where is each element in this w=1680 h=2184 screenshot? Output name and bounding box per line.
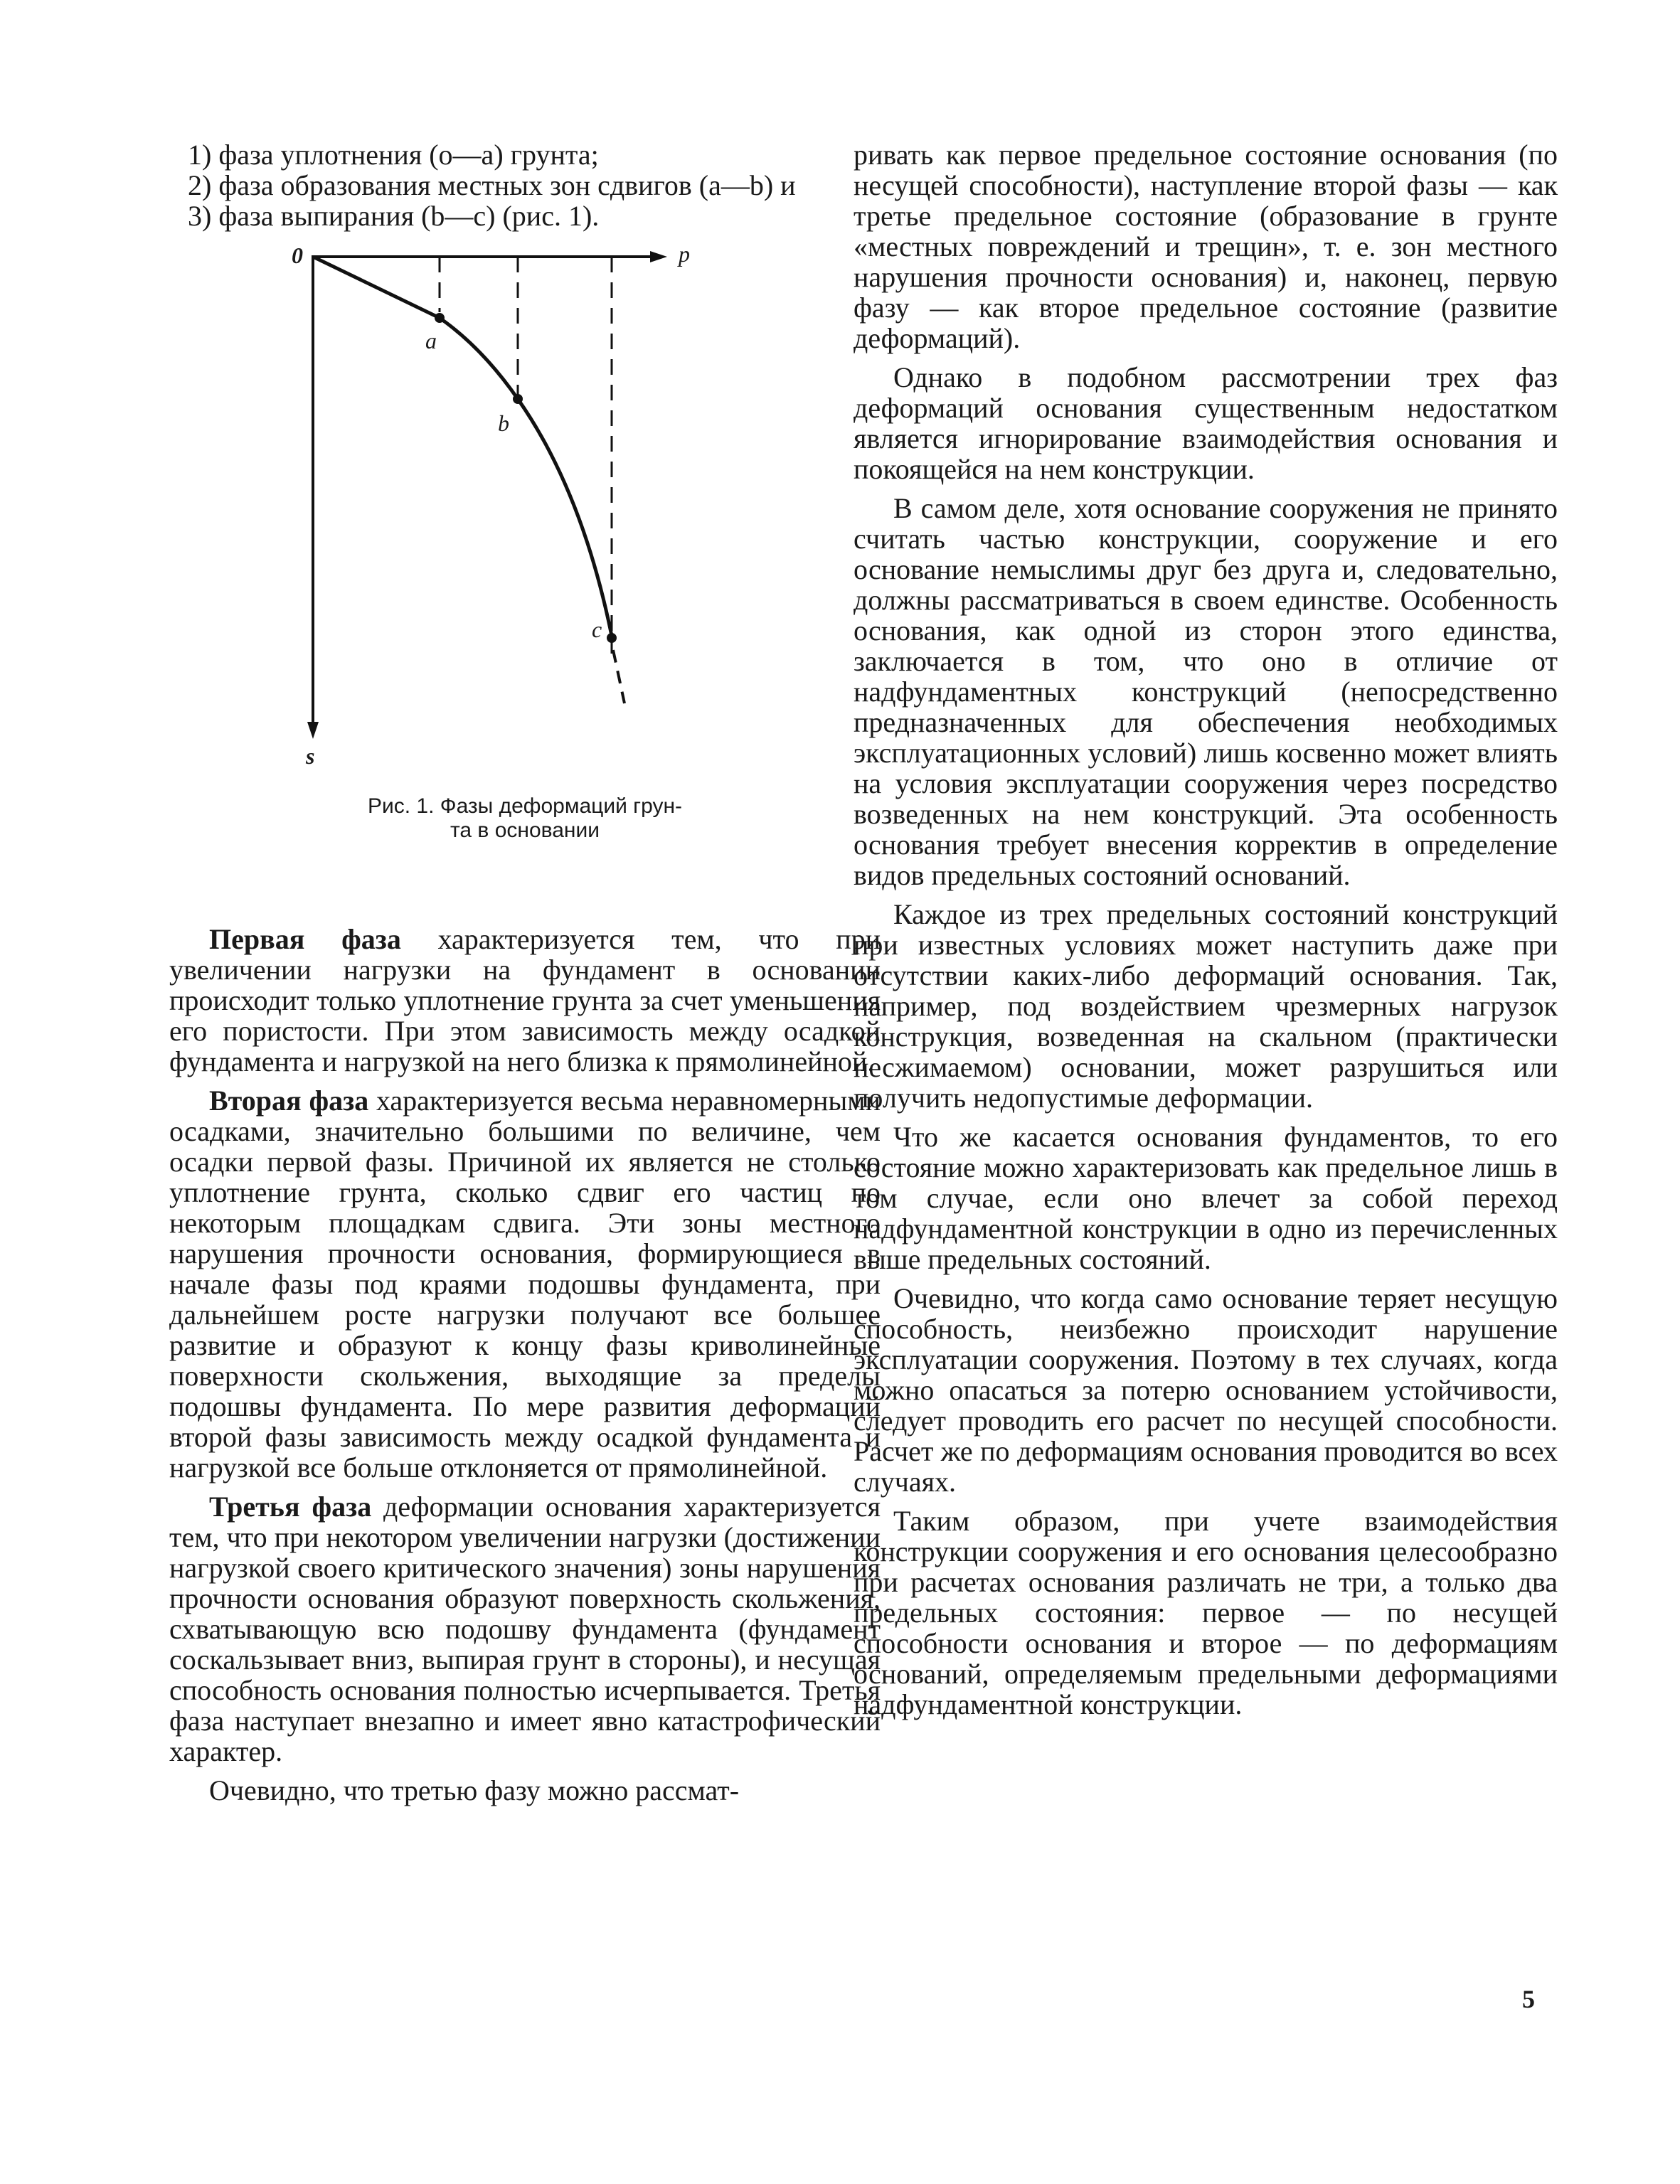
page-number: 5 [1522, 1985, 1535, 2013]
label-origin: 0 [292, 243, 303, 268]
label-b: b [498, 410, 509, 436]
label-c: c [592, 617, 602, 642]
term-third-phase: Третья фаза [209, 1491, 372, 1523]
paragraph-right: Однако в подобном рассмотрении трех фаз деформаций основания существенным недостатком является игнорирование взаимодействия основания и покоящейся на нем конструкции. [854, 361, 1558, 485]
figure-caption [169, 789, 881, 858]
point-c [607, 633, 617, 643]
left-column [169, 139, 881, 1806]
right-column [854, 139, 1558, 1720]
label-p-axis: p [679, 241, 690, 267]
phase-list-item: 1) фаза уплотнения (о—a) грунта; [188, 139, 599, 171]
label-a: a [425, 328, 437, 353]
paragraph-text: характеризуется тем, что при увеличении нагрузки на фундамент в основании происходит только уплотнение грунта за счет уменьшения его пористости. При этом зависимость между осадкой фундамента и нагрузкой на него близка к прямолинейной. [169, 923, 881, 1077]
curve-phase-shear [440, 318, 518, 399]
term-first-phase: Первая фаза [209, 923, 401, 955]
paragraph-right: Что же касается основания фундаментов, то его состояние можно характеризовать как предельное лишь в том случае, если оно влечет за собой переход надфундаментной конструкции в одно из перечисленных выше предельных состояний. [854, 1121, 1558, 1275]
paragraph-right: В самом деле, хотя основание сооружения не принято считать частью конструкции, сооружение и его основание немыслимы друг без друга и, следовательно, должны рассматриваться в своем единстве. Особенность основания, как одной из сторон этого единства, заключается в том, что оно в отличие от надфундаментных конструкций (непосредственно предназначенных для обеспечения необходимых эксплуатационных условий) лишь косвенно может влиять на условия эксплуатации сооружения через посредство возведенных на нем конструкций. Эта особенность основания требует внесения корректив в определение видов предельных состояний оснований. [854, 492, 1558, 891]
paragraph-left-final: Очевидно, что третью фазу можно рассмат- [209, 1774, 740, 1806]
curve-extension [613, 650, 624, 703]
s-axis-arrowhead [307, 722, 319, 739]
deformation-graph [169, 241, 881, 782]
curve-phase-heave [518, 399, 612, 636]
point-b [513, 394, 523, 404]
caption-line-2: та в основании [450, 819, 600, 842]
paragraph-right: Очевидно, что когда само основание теряет несущую способность, неизбежно происходит нарушение эксплуатации сооружения. Поэтому в тех случаях, когда можно опасаться за потерю основанием устойчивости, следует проводить его расчет по несущей способности. Расчет же по деформациям основания проводится во всех случаях. [854, 1282, 1558, 1498]
label-s-axis: s [306, 743, 315, 769]
term-second-phase: Вторая фаза [209, 1085, 369, 1117]
curve-phase-compaction [313, 257, 440, 318]
point-a [435, 313, 445, 323]
phase-list-item: 2) фаза образования местных зон сдвигов (a—b) и [188, 169, 796, 201]
paragraph-continuation: ривать как первое предельное состояние основания (по несущей способности), наступление второй фазы — как третье предельное состояние (образование в грунте «местных повреждений и трещин», т. е. зон местного нарушения прочности основания) и, наконец, первую фазу — как второе предельное состояние (развитие деформаций). [854, 139, 1558, 354]
paragraph-second-phase [169, 1085, 881, 1483]
caption-line-1: Рис. 1. Фазы деформаций грун- [367, 794, 683, 818]
paragraph-right: Таким образом, при учете взаимодействия конструкции сооружения и его основания целесообразно при расчетах основания различать не три, а только два предельных состояния: первое — по несущей способности основания и второе — по деформациям оснований, определяемым предельными деформациями надфундаментной конструкции. [854, 1505, 1558, 1720]
figure-phase-deformations [169, 241, 881, 924]
phase-list [169, 139, 881, 231]
paragraph-right: Каждое из трех предельных состояний конструкций при известных условиях может наступить даже при отсутствии каких-либо деформаций основания. Так, например, под воздействием чрезмерных нагрузок конструкция, возведенная на скальном (практически несжимаемом) основании, может разрушиться или получить недопустимые деформации. [854, 898, 1558, 1114]
paragraph-first-phase [169, 924, 881, 1077]
paragraph-text: деформации основания характеризуется тем, что при некотором увеличении нагрузки (достижении нагрузкой своего критического значения) зоны нарушения прочности основания образуют поверхность скольжения, схватывающую всю подошву фундамента (фундамент соскальзывает вниз, выпирая грунт в стороны), и несущая способность основания полностью исчерпывается. Третья фаза наступает внезапно и имеет явно катастрофический характер. [169, 1491, 881, 1767]
phase-list-item: 3) фаза выпирания (b—c) (рис. 1). [188, 200, 600, 232]
p-axis-arrowhead [650, 251, 667, 262]
paragraph-third-phase [169, 1491, 881, 1767]
paragraph-text: характеризуется весьма неравномерными осадками, значительно большими по величине, чем осадки первой фазы. Причиной их является не столько уплотнение грунта, сколько сдвиг его частиц по некоторым площадкам сдвига. Эти зоны местного нарушения прочности основания, формирующиеся в начале фазы под краями подошвы фундамента, при дальнейшем росте нагрузки получают все большее развитие и образуют к концу фазы криволинейные поверхности скольжения, выходящие за пределы подошвы фундамента. По мере развития деформаций второй фазы зависимость между осадкой фундамента и нагрузкой все больше отклоняется от прямолинейной. [169, 1085, 881, 1483]
